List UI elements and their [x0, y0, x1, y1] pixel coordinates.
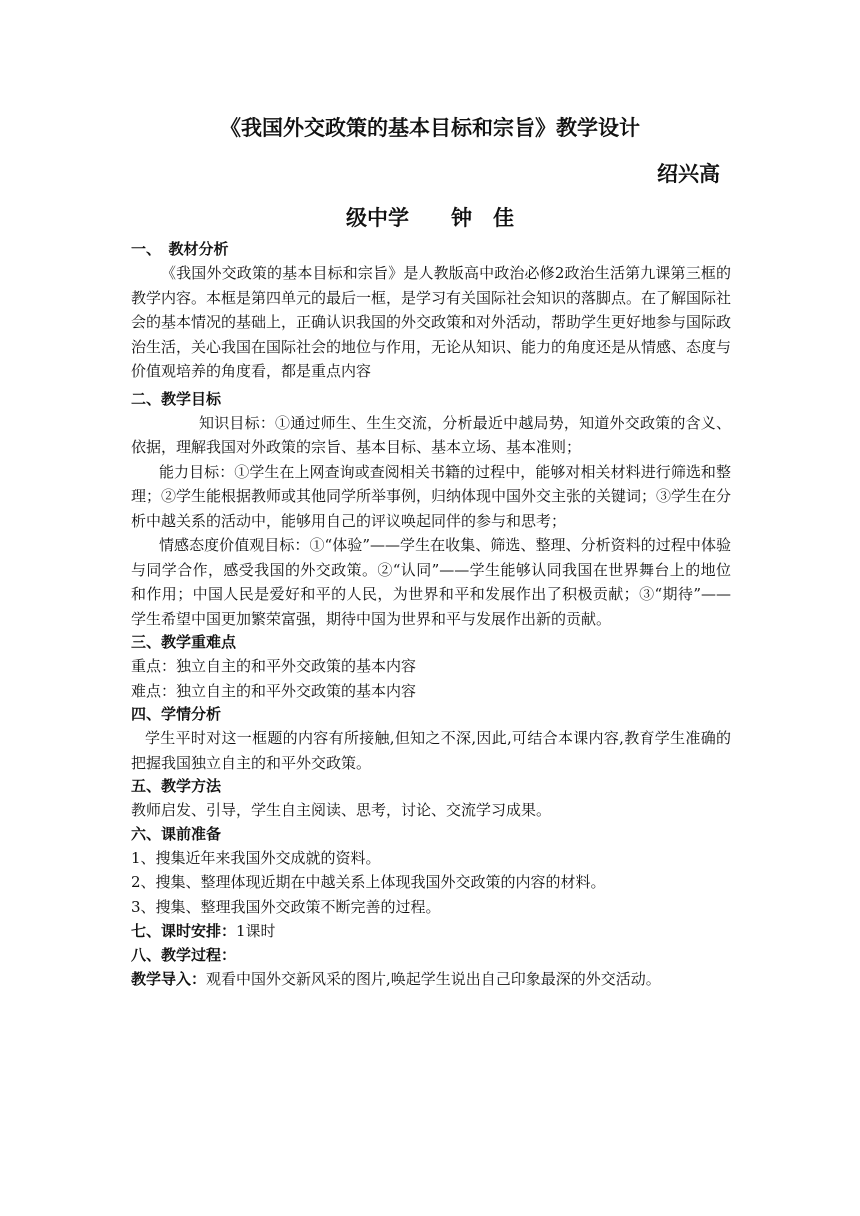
section-heading: 二、教学目标: [131, 389, 222, 408]
section-heading: 一、 教材分析: [131, 240, 229, 258]
key-point: 重点：独立自主的和平外交政策的基本内容: [131, 657, 417, 675]
list-item: 3、搜集、整理我国外交政策不断完善的过程。: [131, 897, 441, 916]
list-item: 1、搜集近年来我国外交成就的资料。: [131, 848, 381, 867]
section-process: [131, 944, 731, 992]
document-title: 《我国外交政策的基本目标和宗旨》教学设计: [220, 116, 640, 140]
paragraph-ability-goal: 能力目标：①学生在上网查询或查阅相关书籍的过程中，能够对相关材料进行筛选和整理；②学生能根据教师或其他同学所举事例，归纳体现中国外交主张的关键词；③学生在分析中越关系的活动中，能够用自己的评议唤起同伴的参与和思考；: [131, 462, 732, 530]
section-teaching-goals: [131, 388, 731, 632]
section-heading: 七、课时安排：: [131, 922, 237, 940]
section-student-analysis: [131, 703, 731, 775]
intro-text: 观看中国外交新风采的图片,唤起学生说出自己印象最深的外交活动。: [206, 969, 661, 988]
section-heading: 三、教学重难点: [131, 633, 237, 651]
school-name: 绍兴高: [657, 162, 720, 186]
author-line: 级中学 钟 佳: [346, 206, 514, 230]
paragraph-emotion-goal: 情感态度价值观目标：①“体验”——学生在收集、筛选、整理、分析资料的过程中体验与同学合作，感受我国的外交政策。②“认同”——学生能够认同我国在世界舞台上的地位和作用；中国人民是爱好和平的人民，为世界和平和发展作出了积极贡献；③“期待”——学生希望中国更加繁荣富强，期待中国为世界和平与发展作出新的贡献。: [131, 536, 731, 628]
paragraph-knowledge-goal: 知识目标：①通过师生、生生交流，分析最近中越局势，知道外交政策的含义、依据，理解我国对外政策的宗旨、基本目标、基本立场、基本准则；: [131, 413, 731, 456]
schedule-value: 1课时: [236, 922, 276, 940]
section-heading: 五、教学方法: [131, 777, 222, 795]
section-teaching-method: [131, 775, 731, 823]
section-key-points: [131, 631, 731, 703]
section-textbook-analysis: [131, 238, 731, 384]
paragraph: 学生平时对这一框题的内容有所接触,但知之不深,因此,可结合本课内容,教育学生准确的把握我国独立自主的和平外交政策。: [131, 729, 731, 772]
section-preparation: [131, 823, 731, 920]
section-heading: 八、教学过程：: [131, 945, 237, 964]
section-heading: 六、课前准备: [131, 824, 222, 843]
paragraph: 《我国外交政策的基本目标和宗旨》是人教版高中政治必修2政治生活第九课第三框的教学内容。本框是第四单元的最后一框，是学习有关国际社会知识的落脚点。在了解国际社会的基本情况的基础上，正确认识我国的外交政策和对外活动，帮助学生更好地参与国际政治生活，关心我国在国际社会的地位与作用，无论从知识、能力的角度还是从情感、态度与价值观培养的角度看，都是重点内容: [131, 264, 732, 380]
difficult-point: 难点：独立自主的和平外交政策的基本内容: [131, 681, 417, 700]
paragraph: 教师启发、引导，学生自主阅读、思考，讨论、交流学习成果。: [131, 801, 552, 819]
document-body: [131, 238, 731, 991]
section-schedule: [131, 919, 731, 944]
list-item: 2、搜集、整理体现近期在中越关系上体现我国外交政策的内容的材料。: [131, 873, 606, 891]
intro-label: 教学导入：: [131, 969, 207, 988]
section-heading: 四、学情分析: [131, 705, 222, 723]
